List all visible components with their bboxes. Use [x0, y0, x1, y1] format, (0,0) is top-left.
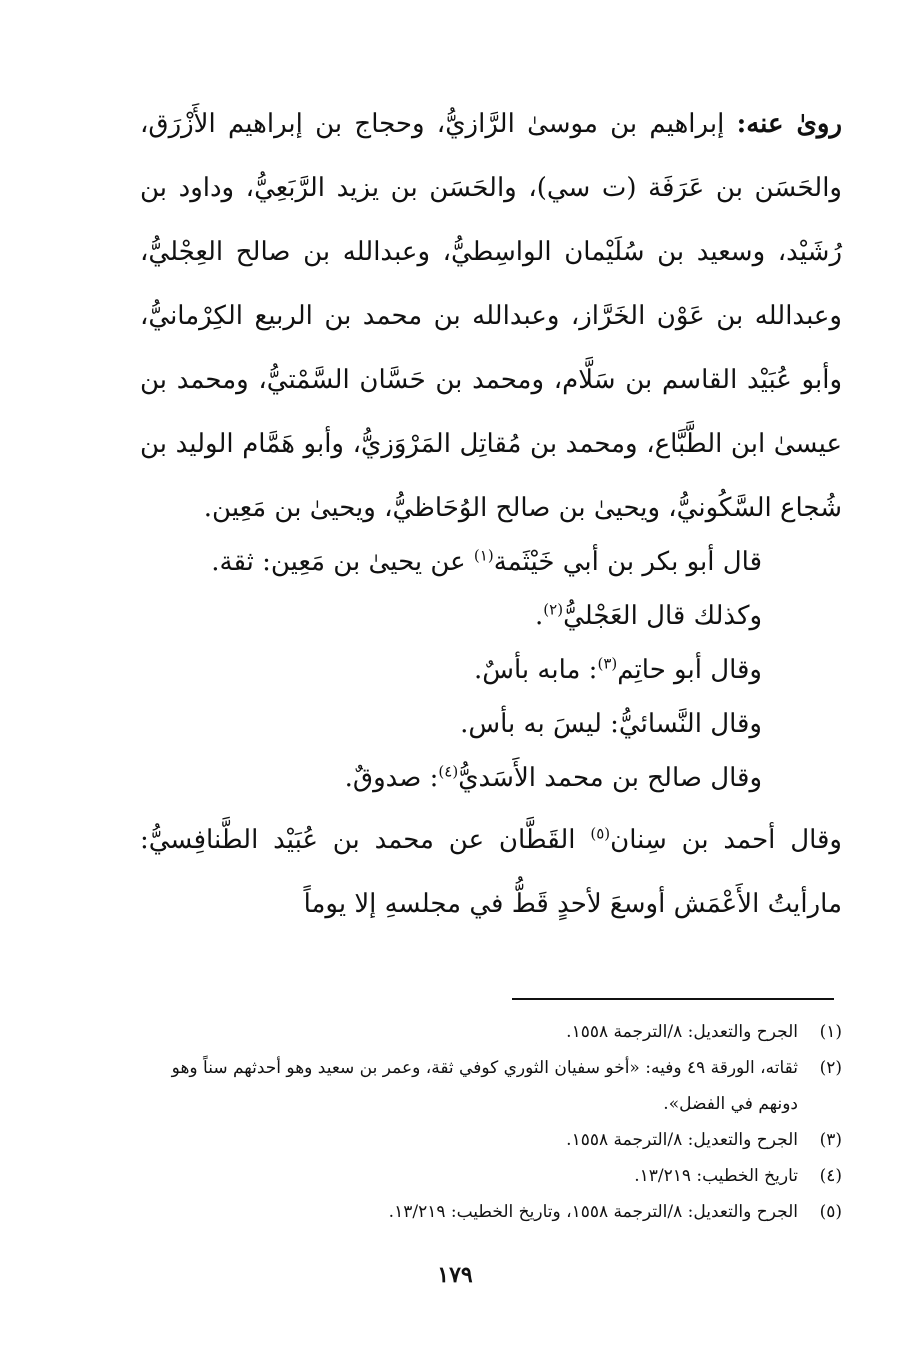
narrators-list: إبراهيم بن موسىٰ الرَّازيُّ، وحجاج بن إبراهيم الأَزْرَق، والحَسَن بن عَرَفَة (ت سي)، والحَسَن بن يزيد الرَّبَعِيُّ، وداود بن رُشَيْد، وسعيد بن سُلَيْمان الواسِطيُّ، وعبدالله بن صالح العِجْليُّ، وعبدالله بن عَوْن الخَرَّاز، وعبدالله بن محمد بن الربيع الكِرْمانيُّ، وأبو عُبَيْد القاسم بن سَلَّام، ومحمد بن حَسَّان السَّمْتيُّ، ومحمد بن عيسىٰ ابن الطَّبَّاع، ومحمد بن مُقاتِل المَرْوَزيُّ، وأبو هَمَّام الوليد بن شُجاع السَّكُونيُّ، ويحيىٰ بن صالح الوُحَاظيُّ، ويحيىٰ بن مَعِين. — [140, 109, 843, 523]
footnote-number: (٥) — [819, 1202, 842, 1222]
footnote-number: (٢) — [819, 1058, 842, 1078]
footnote-item — [130, 1194, 842, 1230]
footnote-marker[interactable]: (٤) — [438, 762, 459, 781]
quote-line: وكذلك قال العَجْليُّ$^{(٢)}$. — [535, 600, 762, 631]
quote-line: قال أبو بكر بن أبي خَيْثَمة$^{(١)}$ عن يحيىٰ بن مَعِين: ثقة. — [211, 546, 762, 577]
quote-line: وقال أبو حاتِم$^{(٣)}$: مابه بأسٌ. — [473, 654, 762, 685]
quote-line: وقال النَّسائيُّ: ليسَ به بأس. — [460, 709, 762, 739]
footnote-item — [130, 1158, 842, 1194]
footnote-marker[interactable]: (١) — [473, 546, 494, 565]
footnote-number: (١) — [819, 1022, 842, 1042]
closing-paragraph: وقال أحمد بن سِنان$^{(٥)}$ القَطَّان عن محمد بن عُبَيْد الطَّنافِسيُّ: مارأيتُ الأَعْمَش أوسعَ لأحدٍ قَطُّ في مجلسهِ إلا يوماً — [140, 824, 842, 919]
footnote-marker[interactable]: (٢) — [543, 600, 564, 619]
footnote-item — [130, 1014, 842, 1050]
footnote-text: الجرح والتعديل: ٨/الترجمة ١٥٥٨، وتاريخ الخطيب: ١٣/٢١٩. — [388, 1202, 798, 1222]
page-number: ١٧٩ — [437, 1262, 473, 1288]
quotes-block — [140, 535, 762, 805]
footnotes — [130, 1014, 842, 1230]
footnote-marker[interactable]: (٥) — [590, 824, 611, 843]
footnote-item — [130, 1122, 842, 1158]
narrators-paragraph — [140, 92, 842, 540]
paragraph-lead: روىٰ عنه: — [736, 109, 842, 139]
footnote-number: (٣) — [819, 1130, 842, 1150]
footnote-number: (٤) — [819, 1166, 842, 1186]
footnote-text: الجرح والتعديل: ٨/الترجمة ١٥٥٨. — [566, 1130, 798, 1150]
footnote-marker[interactable]: (٣) — [597, 654, 618, 673]
footnote-item — [130, 1050, 842, 1122]
footnote-separator — [512, 998, 834, 1000]
quote-line: وقال صالح بن محمد الأَسَديُّ$^{(٤)}$: صدوقٌ. — [344, 762, 762, 793]
footnote-text: ثقاته، الورقة ٤٩ وفيه: «أخو سفيان الثوري كوفي ثقة، وعمر بن سعيد وهو أحدثهم سناً وهو دونهم في الفضل». — [171, 1058, 798, 1114]
footnote-text: الجرح والتعديل: ٨/الترجمة ١٥٥٨. — [566, 1022, 798, 1042]
footnote-text: تاريخ الخطيب: ١٣/٢١٩. — [634, 1166, 798, 1186]
